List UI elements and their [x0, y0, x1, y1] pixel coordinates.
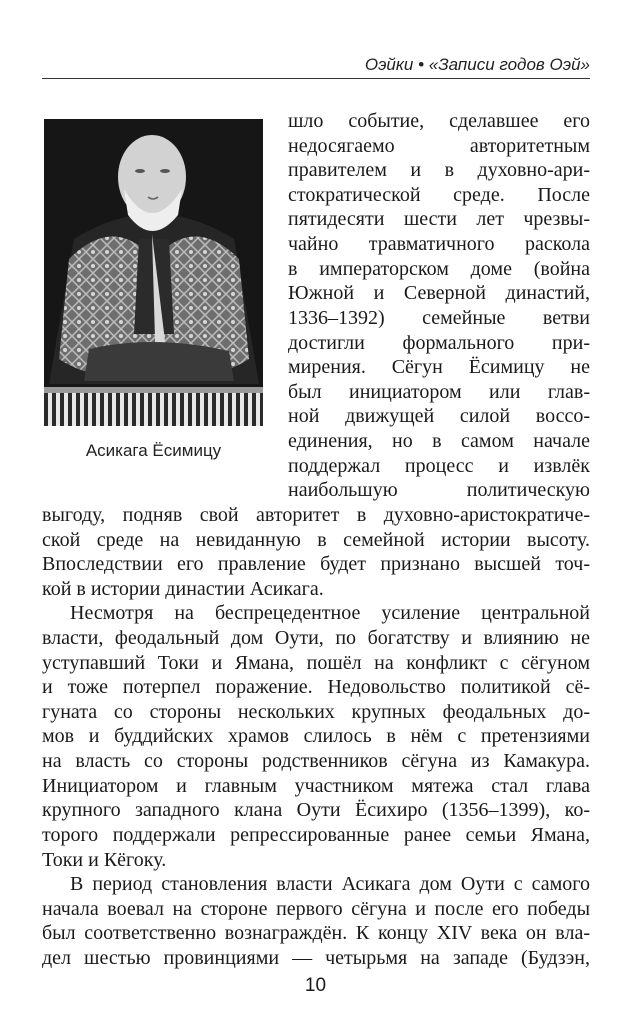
text-line: Инициатором и главным участником мятежа стал глава	[42, 775, 590, 797]
text-line: Впоследствии его правление будет признано высшей точ-	[42, 553, 590, 575]
portrait-illustration	[44, 119, 263, 426]
text-line: и тоже потерпел поражение. Недовольство политикой сё-	[42, 676, 590, 698]
text-line: выгоду, подняв свой авторитет в духовно-аристократиче-	[42, 504, 590, 526]
page-number: 10	[304, 975, 327, 996]
text-line: крупного западного клана Оути Ёсихиро (1356–1399), ко-	[42, 799, 590, 821]
figure-caption: Асикага Ёсимицу	[85, 441, 222, 460]
text-line: мов и буддийских храмов слилось в нём с претензиями	[42, 725, 590, 747]
text-line: дел шестью провинциями — четырьмя на западе (Будзэн,	[42, 947, 590, 969]
text-line: в императорском доме (война	[288, 258, 590, 280]
text-line: В период становления власти Асикага дом Оути с самого	[70, 873, 590, 895]
text-line: гуната со стороны нескольких крупных феодальных до-	[42, 701, 590, 723]
text-line: торого поддержали репрессированные ранее семьи Ямана,	[42, 824, 590, 846]
text-line: был соответственно вознаграждён. К концу XIV века он вла-	[42, 922, 590, 944]
text-line: ской среде на невиданную в семейной истории высоту.	[42, 529, 590, 551]
text-line: шло событие, сделавшее его	[288, 110, 590, 132]
text-line: пятидесяти шести лет чрезвы-	[288, 208, 590, 230]
text-line: на власть со стороны родственников сёгуна из Камакура.	[42, 750, 590, 772]
text-line: недосягаемо авторитетным	[288, 135, 590, 157]
running-header: Оэйки • «Записи годов Оэй»	[42, 52, 590, 79]
portrait-image	[44, 119, 263, 426]
text-line: Южной и Северной династий,	[288, 282, 590, 304]
text-line: уступавший Токи и Ямана, пошёл на конфликт с сёгуном	[42, 652, 590, 674]
text-line: наибольшую политическую	[288, 479, 590, 501]
text-line: правителем и в духовно-ари-	[288, 159, 590, 181]
text-line: единения, но в самом начале	[288, 430, 590, 452]
text-line: чайно травматичного раскола	[288, 233, 590, 255]
text-line: поддержал процесс и извлёк	[288, 455, 590, 477]
text-line: Токи и Кёгоку.	[42, 849, 167, 871]
text-line: стократической среде. После	[288, 184, 590, 206]
text-line: был инициатором или глав-	[288, 381, 590, 403]
text-line: кой в истории династии Асикага.	[42, 578, 324, 600]
text-line: достигли формального при-	[288, 332, 590, 354]
text-line: ной движущей силой воссо-	[288, 405, 590, 427]
text-line: власти, феодальный дом Оути, по богатству и влиянию не	[42, 627, 590, 649]
text-line: начала воевал на стороне первого сёгуна и после его победы	[42, 898, 590, 920]
text-line: Несмотря на беспрецедентное усиление центральной	[70, 602, 590, 624]
text-line: 1336–1392) семейные ветви	[288, 307, 590, 329]
text-line: мирения. Сёгун Ёсимицу не	[288, 356, 590, 378]
